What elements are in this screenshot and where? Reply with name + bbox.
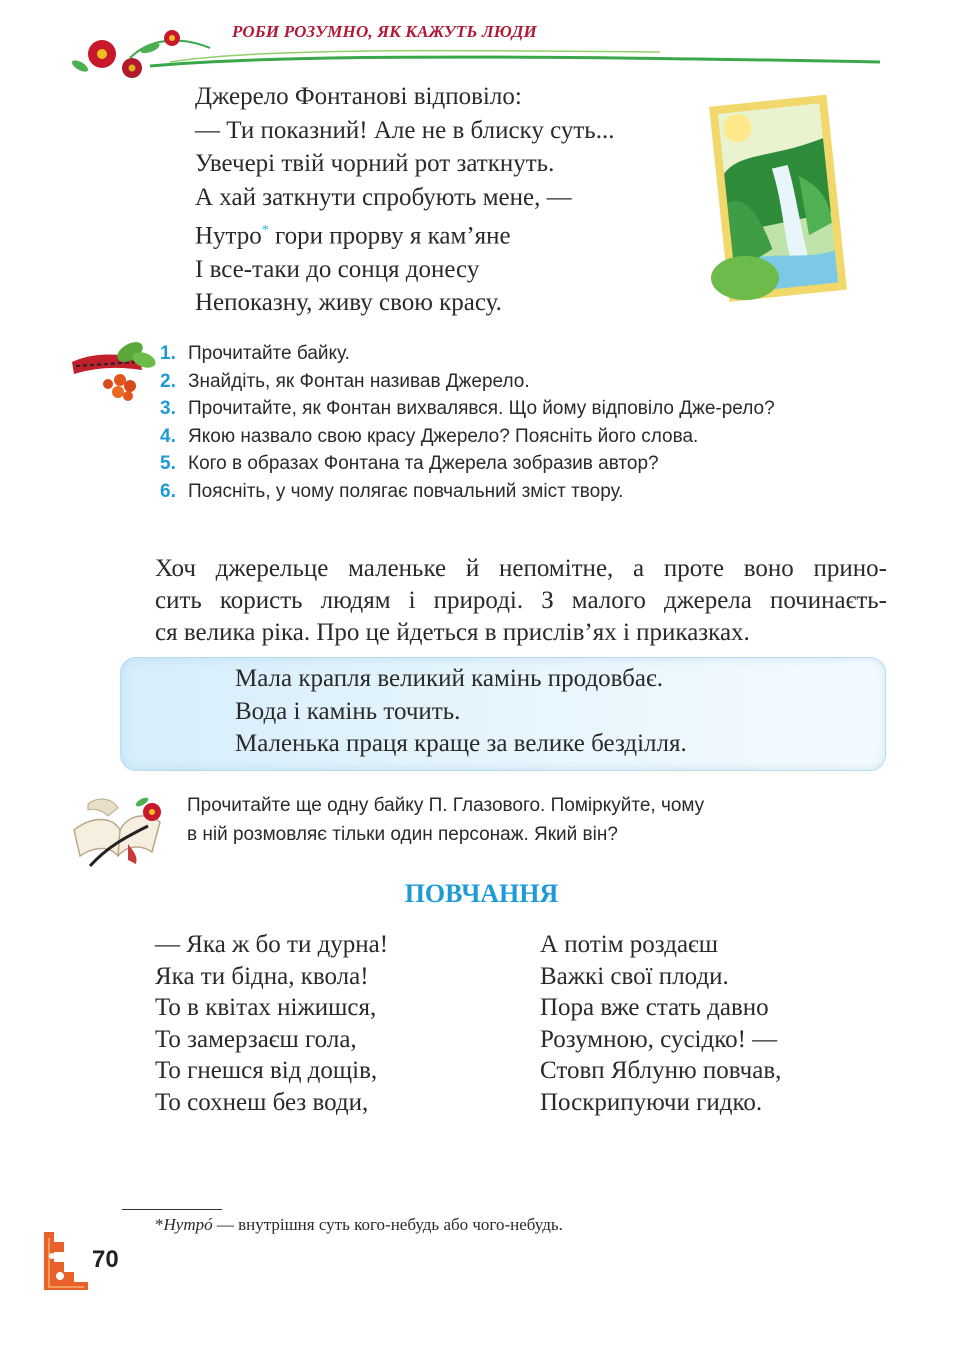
instruction-line: Прочитайте ще одну байку П. Глазового. Поміркуйте, чому	[187, 795, 705, 816]
task-item	[160, 395, 890, 423]
poem-line: То сохнеш без води,	[155, 1088, 369, 1116]
task-number: 2.	[160, 370, 176, 392]
poem-line: Пора вже стать давно	[540, 994, 769, 1021]
poem-line: Стовп Яблуню повчав,	[540, 1057, 782, 1084]
poem-column-left	[155, 929, 388, 1118]
running-header: РОБИ РОЗУМНО, ЯК КАЖУТЬ ЛЮДИ	[232, 22, 537, 41]
poem-line: То гнешся від дощів,	[155, 1057, 378, 1084]
task-number: 6.	[160, 480, 176, 502]
footnote-marker[interactable]: *	[261, 223, 269, 238]
proverb: Маленька праця краще за велике безділля.	[235, 730, 687, 757]
footnote-term: Нутрó	[163, 1215, 213, 1234]
poem-line	[195, 214, 614, 253]
body-paragraph	[155, 553, 887, 649]
task-item	[160, 450, 890, 478]
book-quill-icon	[68, 786, 168, 870]
task-list	[160, 340, 890, 505]
poem-line: А потім роздаєш	[540, 931, 719, 958]
paragraph-line: Хоч джерельце маленьке й непомітне, а проте воно прино-	[155, 555, 887, 582]
task-item	[160, 423, 890, 451]
task-text: Поясніть, у чому полягає повчальний зміст твору.	[188, 480, 624, 502]
viburnum-berries-icon	[70, 334, 160, 404]
task-text: Прочитайте, як Фонтан вихвалявся. Що йому відповіло Дже-рело?	[188, 398, 775, 419]
poem-line: То в квітах ніжишся,	[155, 994, 377, 1021]
poem-line: Увечері твій чорний рот заткнуть.	[195, 150, 555, 177]
reading-instruction	[187, 791, 897, 849]
poem-word: Нутро	[195, 222, 262, 250]
task-item	[160, 368, 890, 396]
proverbs-list	[235, 663, 687, 761]
poem-title: ПОВЧАННЯ	[404, 879, 559, 908]
fable-ending-stanza	[195, 80, 614, 320]
task-text: Знайдіть, як Фонтан називав Джерело.	[188, 370, 530, 392]
corner-ornament-icon	[40, 1228, 92, 1292]
task-number: 5.	[160, 453, 176, 474]
proverb: Мала крапля великий камінь продовбає.	[235, 665, 663, 692]
paragraph-line: сить користь людям і природі. З малого джерела починаєть-	[155, 587, 887, 614]
poem-line: — Ти показний! Але не в блиску суть...	[195, 116, 615, 144]
poem-line: Поскрипуючи гидко.	[540, 1088, 763, 1116]
task-number: 4.	[160, 425, 176, 447]
task-number: 1.	[160, 343, 176, 364]
proverb: Вода і камінь точить.	[235, 697, 461, 725]
paragraph-line: ся велика ріка. Про це йдеться в прислів’ях і приказках.	[155, 619, 750, 646]
poem-word: гори прорву я кам’яне	[275, 222, 511, 250]
page-number: 70	[92, 1246, 119, 1273]
task-text: Якою назвало свою красу Джерело? Поясніть його слова.	[188, 425, 699, 447]
poem-line: Розумною, сусідко! —	[540, 1025, 778, 1053]
footnote-separator	[122, 1209, 222, 1210]
task-text: Кого в образах Фонтана та Джерела зобразив автор?	[188, 453, 659, 474]
footnote-mark: *	[155, 1215, 164, 1234]
poppy-flowers-icon	[70, 30, 180, 78]
poem-line: І все-таки до сонця донесу	[195, 255, 480, 283]
footnote-text: — внутрішня суть кого-небудь або чого-небудь.	[212, 1215, 563, 1234]
poem-line: То замерзаєш гола,	[155, 1025, 357, 1053]
task-text: Прочитайте байку.	[188, 343, 350, 364]
footnote	[155, 1215, 563, 1235]
poem-line: А хай заткнути спробують мене, —	[195, 183, 572, 211]
instruction-line: в ній розмовляє тільки один персонаж. Який він?	[187, 824, 618, 845]
waterfall-picture	[705, 88, 855, 313]
poem-column-right	[540, 929, 781, 1118]
poem-line: Яка ти бідна, квола!	[155, 962, 369, 990]
poem-line: Джерело Фонтанові відповіло:	[195, 83, 522, 110]
poem-line: Важкі свої плоди.	[540, 962, 729, 990]
task-item	[160, 340, 890, 368]
task-item	[160, 478, 890, 506]
poem-line: Непоказну, живу свою красу.	[195, 289, 502, 317]
poem-line: — Яка ж бо ти дурна!	[155, 931, 389, 958]
task-number: 3.	[160, 398, 176, 419]
